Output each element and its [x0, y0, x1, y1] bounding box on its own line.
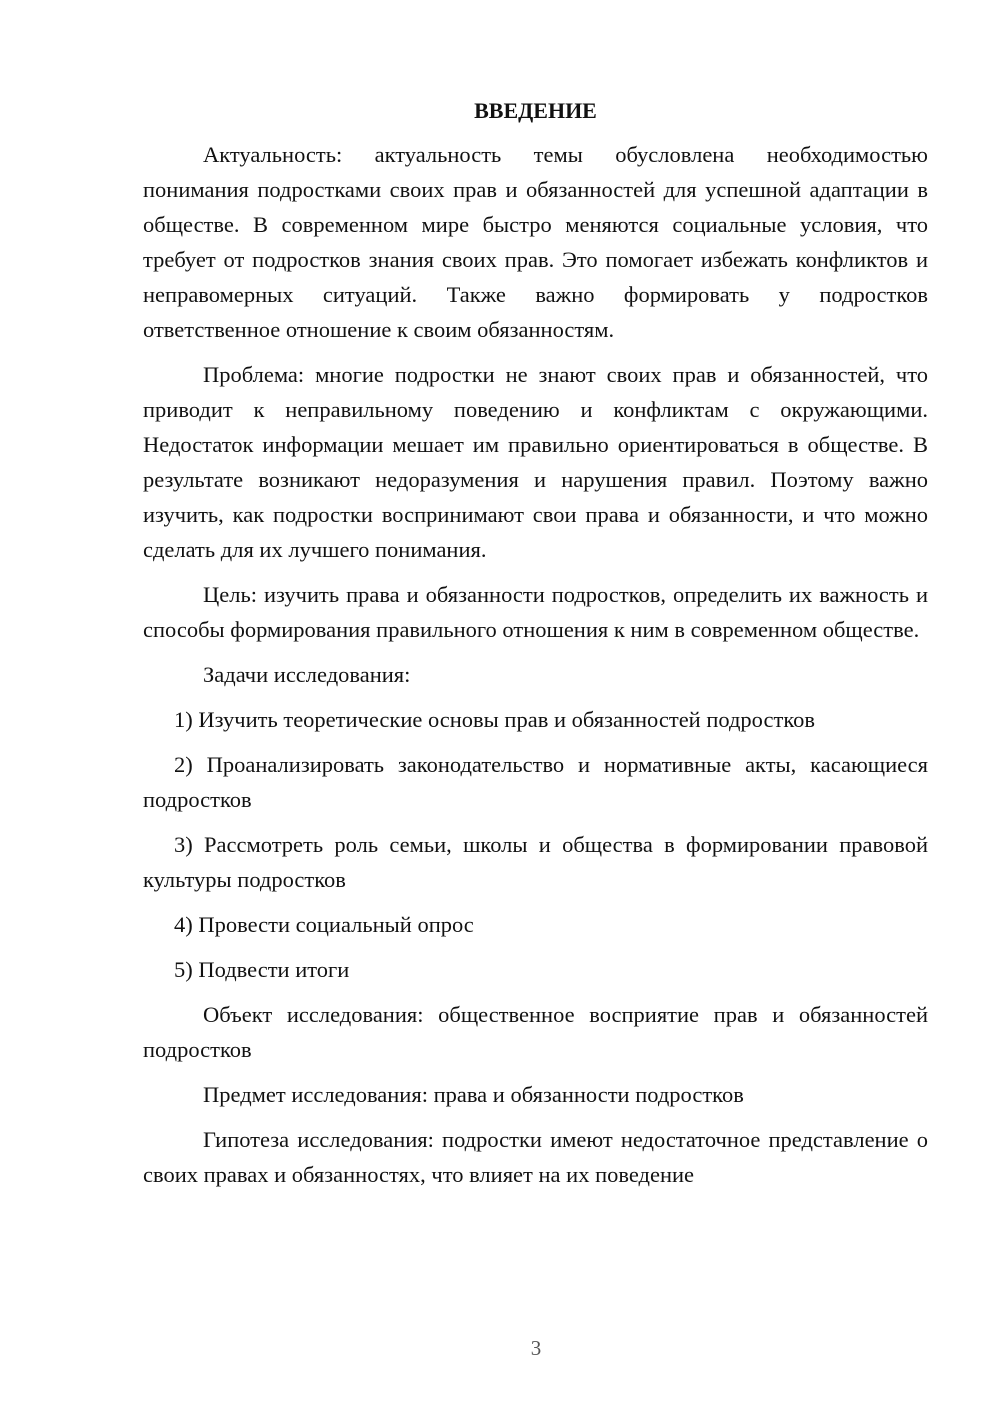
- goal-paragraph: Цель: изучить права и обязанности подростков, определить их важность и способы формирования правильного отношения к ним в современном обществе.: [143, 582, 928, 642]
- problem-paragraph: Проблема: многие подростки не знают своих прав и обязанностей, что приводит к неправильному поведению и конфликтам с окружающими. Недостаток информации мешает им правильно ориентироваться в обществе. В результате возникают недоразумения и нарушения правил. Поэтому важно изучить, как подростки воспринимают свои права и обязанности, и что можно сделать для их лучшего понимания.: [143, 362, 928, 562]
- object-paragraph: Объект исследования: общественное восприятие прав и обязанностей подростков: [143, 1002, 928, 1062]
- tasks-heading: Задачи исследования:: [203, 662, 411, 687]
- subject-paragraph: Предмет исследования: права и обязанности подростков: [203, 1082, 744, 1107]
- document-page: [143, 95, 928, 1192]
- page-number: 3: [530, 1336, 542, 1360]
- task-item-5: 5) Подвести итоги: [174, 957, 350, 982]
- task-item-3: 3) Рассмотреть роль семьи, школы и общества в формировании правовой культуры подростков: [143, 832, 928, 892]
- page-title: ВВЕДЕНИЕ: [474, 98, 597, 123]
- task-item-2: 2) Проанализировать законодательство и нормативные акты, касающиеся подростков: [143, 752, 928, 812]
- task-item-1: 1) Изучить теоретические основы прав и обязанностей подростков: [174, 707, 815, 732]
- task-item-4: 4) Провести социальный опрос: [174, 912, 474, 937]
- relevance-paragraph: Актуальность: актуальность темы обусловлена необходимостью понимания подростками своих прав и обязанностей для успешной адаптации в обществе. В современном мире быстро меняются социальные условия, что требует от подростков знания своих прав. Это помогает избежать конфликтов и неправомерных ситуаций. Также важно формировать у подростков ответственное отношение к своим обязанностям.: [143, 142, 928, 342]
- hypothesis-paragraph: Гипотеза исследования: подростки имеют недостаточное представление о своих правах и обязанностях, что влияет на их поведение: [143, 1127, 928, 1187]
